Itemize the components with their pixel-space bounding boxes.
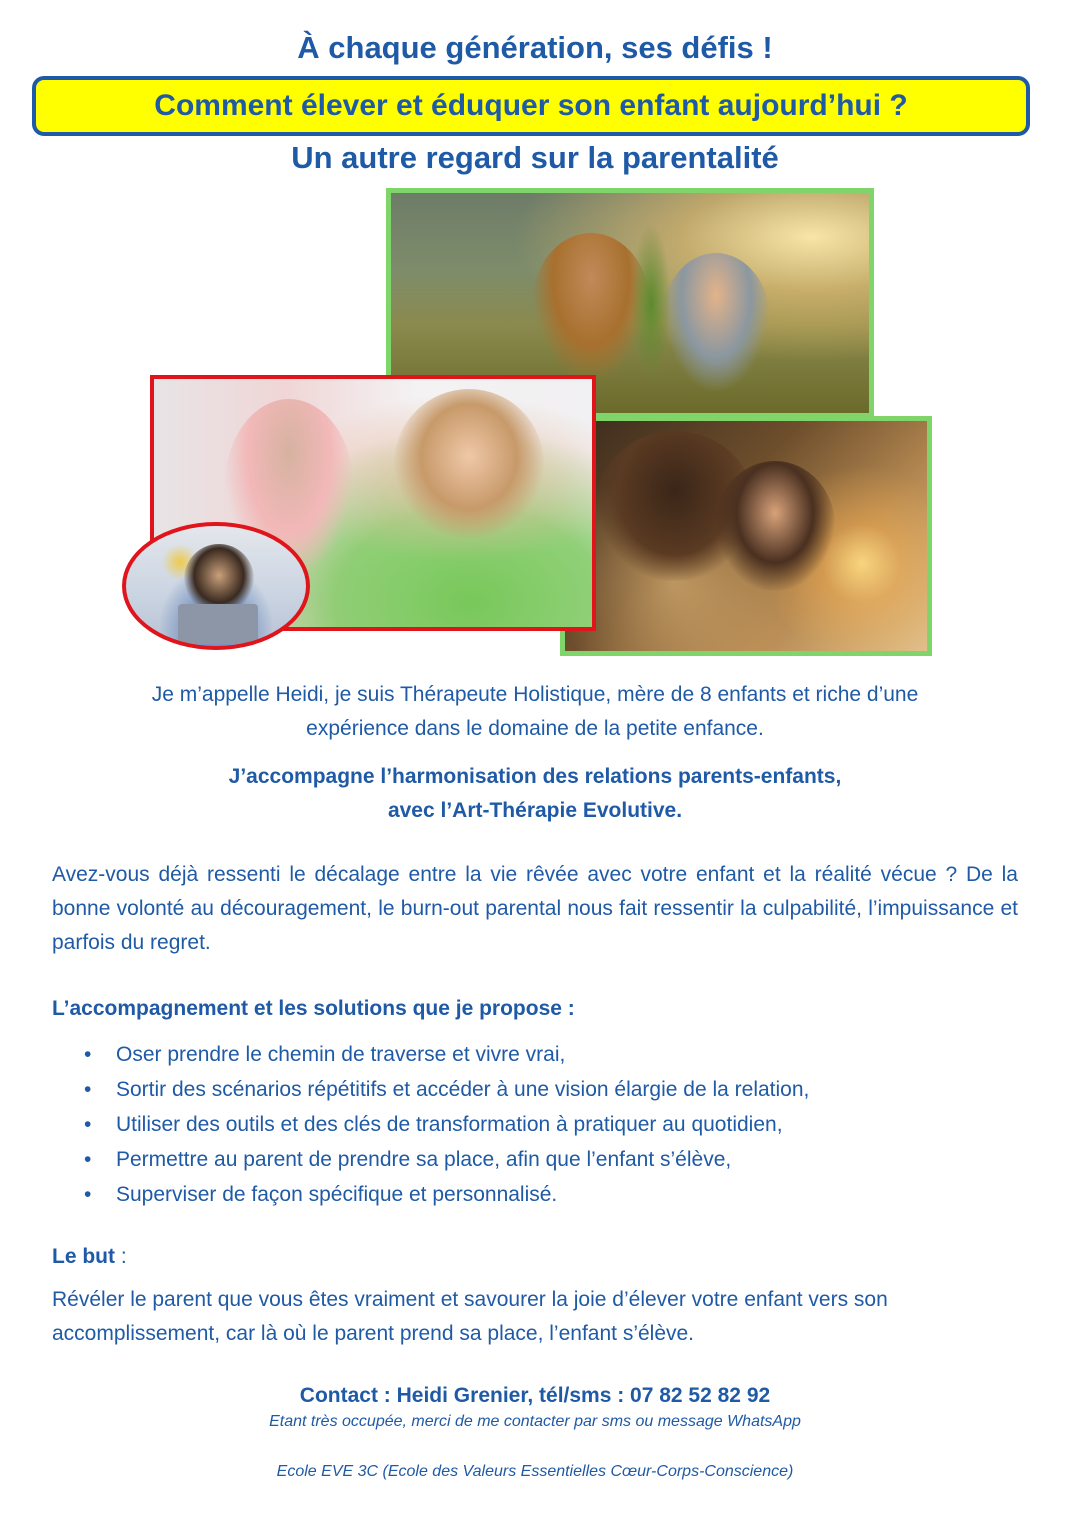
goal-line2: accomplissement, car là où le parent prend sa place, l’enfant s’élève. bbox=[52, 1322, 695, 1345]
bullet-icon: • bbox=[84, 1148, 92, 1171]
goal-label bbox=[52, 1240, 1018, 1274]
list-item-text: Oser prendre le chemin de traverse et vivre vrai, bbox=[116, 1043, 566, 1066]
question-text: Avez-vous déjà ressenti le décalage entre la vie rêvée avec votre enfant et la réalité vécue ? De la bonne volonté au découragement, le burn-out parental nous fait ressentir la culpabilité, l’impuissance et parfois du regret. bbox=[52, 863, 1018, 954]
photo-figure-girl-face bbox=[394, 389, 544, 539]
list-item bbox=[84, 1072, 809, 1107]
intro-line2: expérience dans le domaine de la petite enfance. bbox=[306, 717, 764, 740]
goal-label-line bbox=[52, 1240, 1018, 1274]
solutions-list bbox=[84, 1037, 809, 1212]
photo-laptop bbox=[178, 604, 258, 644]
list-item bbox=[84, 1142, 809, 1177]
solutions-heading-text: L’accompagnement et les solutions que je propose : bbox=[52, 997, 575, 1020]
bullet-icon: • bbox=[84, 1113, 92, 1136]
contact-note: Etant très occupée, merci de me contacter par sms ou message WhatsApp bbox=[269, 1413, 801, 1430]
contact-details: : Heidi Grenier, tél/sms : 07 82 52 82 92 bbox=[377, 1384, 771, 1407]
accompany-statement bbox=[0, 760, 1070, 828]
bullet-icon: • bbox=[84, 1078, 92, 1101]
list-item bbox=[84, 1107, 809, 1142]
list-item bbox=[84, 1037, 809, 1072]
solutions-heading bbox=[52, 992, 1018, 1026]
school-footer: Ecole EVE 3C (Ecole des Valeurs Essentielles Cœur-Corps-Conscience) bbox=[276, 1463, 794, 1480]
accompany-line2: avec l’Art-Thérapie Evolutive. bbox=[387, 799, 683, 822]
bullet-icon: • bbox=[84, 1183, 92, 1206]
goal-label-text: Le but bbox=[52, 1245, 115, 1268]
photo-figure-plant bbox=[631, 223, 671, 383]
goal-line1: Révéler le parent que vous êtes vraiment et savourer la joie d’élever votre enfant vers son bbox=[52, 1288, 888, 1311]
photo-figure-girl bbox=[661, 253, 771, 393]
question-paragraph bbox=[52, 858, 1018, 960]
photo-mother-kissing-child bbox=[560, 416, 932, 656]
photo-stressed-man-inset bbox=[122, 522, 310, 650]
intro-line1: Je m’appelle Heidi, je suis Thérapeute Holistique, mère de 8 enfants et riche d’une bbox=[151, 683, 919, 706]
page-subtitle: Un autre regard sur la parentalité bbox=[291, 140, 779, 175]
page-title-line1: À chaque génération, ses défis ! bbox=[297, 30, 773, 65]
list-item-text: Superviser de façon spécifique et personnalisé. bbox=[116, 1183, 558, 1206]
list-item-text: Utiliser des outils et des clés de transformation à pratiquer au quotidien, bbox=[116, 1113, 783, 1136]
goal-label-suffix: : bbox=[115, 1245, 127, 1268]
intro-paragraph bbox=[0, 678, 1070, 746]
list-item-text: Permettre au parent de prendre sa place, afin que l’enfant s’élève, bbox=[116, 1148, 732, 1171]
accompany-line1: J’accompagne l’harmonisation des relations parents-enfants, bbox=[228, 765, 842, 788]
contact-line bbox=[0, 1380, 1070, 1412]
bullet-icon: • bbox=[84, 1043, 92, 1066]
goal-paragraph bbox=[52, 1283, 1018, 1351]
list-item bbox=[84, 1177, 809, 1212]
highlighted-title-box: Comment élever et éduquer son enfant aujourd’hui ? bbox=[32, 76, 1030, 136]
photo-figure-child bbox=[715, 461, 835, 591]
contact-label: Contact bbox=[299, 1384, 378, 1407]
list-item-text: Sortir des scénarios répétitifs et accéder à une vision élargie de la relation, bbox=[116, 1078, 810, 1101]
